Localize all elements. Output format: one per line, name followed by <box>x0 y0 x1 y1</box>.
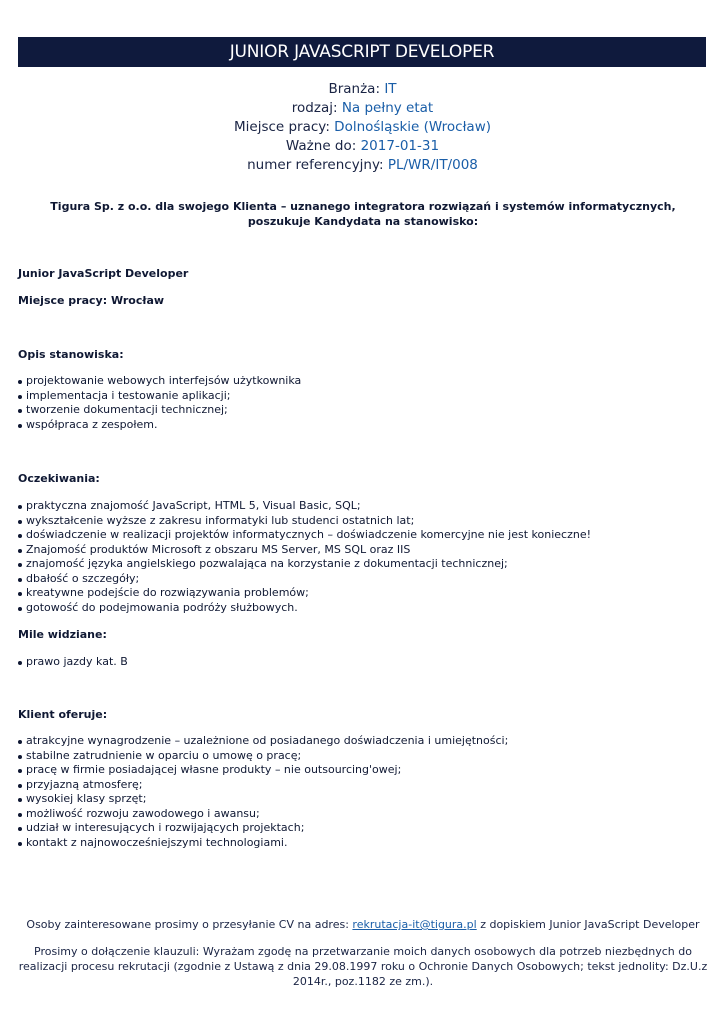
list-item: kreatywne podejście do rozwiązywania problemów; <box>18 586 708 601</box>
job-meta <box>0 80 725 175</box>
list-item: stabilne zatrudnienie w oparciu o umowę o pracę; <box>18 749 708 764</box>
list-item: Znajomość produktów Microsoft z obszaru MS Server, MS SQL oraz IIS <box>18 543 708 558</box>
list-item: prawo jazdy kat. B <box>18 655 708 670</box>
location-heading: Miejsce pracy: Wrocław <box>18 294 165 307</box>
list-item: znajomość języka angielskiego pozwalająca na korzystanie z dokumentacji technicznej; <box>18 557 708 572</box>
position-heading: Junior JavaScript Developer <box>18 267 189 280</box>
job-title-banner <box>18 37 706 67</box>
meta-label: Ważne do: <box>285 138 357 154</box>
list-item: gotowość do podejmowania podróży służbowych. <box>18 601 708 616</box>
list-item: pracę w firmie posiadającej własne produkty – nie outsourcing'owej; <box>18 763 708 778</box>
meta-reference <box>0 156 725 175</box>
list-item: współpraca z zespołem. <box>18 418 708 433</box>
meta-type <box>0 99 725 118</box>
meta-location <box>0 118 725 137</box>
meta-label: rodzaj: <box>291 100 338 116</box>
list-item: przyjazną atmosferę; <box>18 778 708 793</box>
meta-value: Na pełny etat <box>341 100 434 116</box>
apply-prefix: Osoby zainteresowane prosimy o przesyłanie CV na adres: <box>26 918 349 931</box>
list-item: możliwość rozwoju zawodowego i awansu; <box>18 807 708 822</box>
list-item: kontakt z najnowocześniejszymi technologiami. <box>18 836 708 851</box>
list-item: projektowanie webowych interfejsów użytkownika <box>18 374 708 389</box>
data-consent-clause: Prosimy o dołączenie klauzuli: Wyrażam zgodę na przetwarzanie moich danych osobowych dla potrzeb niezbędnych do realizacji procesu rekrutacji (zgodnie z Ustawą z dnia 29.08.1997 roku o Ochronie Danych Osobowych; tekst jednolity: Dz.U.z 2014r., poz.1182 ze zm.). <box>18 945 708 988</box>
meta-value: 2017-01-31 <box>360 138 440 154</box>
nice-to-have-list <box>18 655 708 670</box>
meta-value: Dolnośląskie (Wrocław) <box>334 119 492 135</box>
meta-label: Branża: <box>328 81 381 97</box>
meta-value: IT <box>384 81 397 97</box>
section-heading-description: Opis stanowiska: <box>18 348 124 361</box>
meta-industry <box>0 80 725 99</box>
list-item: dbałość o szczegóły; <box>18 572 708 587</box>
intro-paragraph: Tigura Sp. z o.o. dla swojego Klienta – uznanego integratora rozwiązań i systemów informatycznych, poszukuje Kandydata na stanowisko: <box>50 200 676 228</box>
meta-label: numer referencyjny: <box>247 157 384 173</box>
apply-email-link[interactable]: rekrutacja-it@tigura.pl <box>352 918 477 931</box>
list-item: wysokiej klasy sprzęt; <box>18 792 708 807</box>
list-item: implementacja i testowanie aplikacji; <box>18 389 708 404</box>
list-item: doświadczenie w realizacji projektów informatycznych – doświadczenie komercyjne nie jest konieczne! <box>18 528 708 543</box>
job-title: JUNIOR JAVASCRIPT DEVELOPER <box>229 42 495 62</box>
section-heading-requirements: Oczekiwania: <box>18 472 100 485</box>
description-list <box>18 374 708 432</box>
list-item: udział w interesujących i rozwijających projektach; <box>18 821 708 836</box>
apply-suffix: z dopiskiem Junior JavaScript Developer <box>480 918 700 931</box>
meta-valid-until <box>0 137 725 156</box>
offer-list <box>18 734 708 850</box>
meta-label: Miejsce pracy: <box>233 119 330 135</box>
list-item: atrakcyjne wynagrodzenie – uzależnione od posiadanego doświadczenia i umiejętności; <box>18 734 708 749</box>
list-item: wykształcenie wyższe z zakresu informatyki lub studenci ostatnich lat; <box>18 514 708 529</box>
requirements-list <box>18 499 708 615</box>
section-heading-offer: Klient oferuje: <box>18 708 108 721</box>
list-item: praktyczna znajomość JavaScript, HTML 5, Visual Basic, SQL; <box>18 499 708 514</box>
meta-value: PL/WR/IT/008 <box>387 157 478 173</box>
apply-instructions <box>18 917 708 932</box>
list-item: tworzenie dokumentacji technicznej; <box>18 403 708 418</box>
section-heading-nice-to-have: Mile widziane: <box>18 628 107 641</box>
